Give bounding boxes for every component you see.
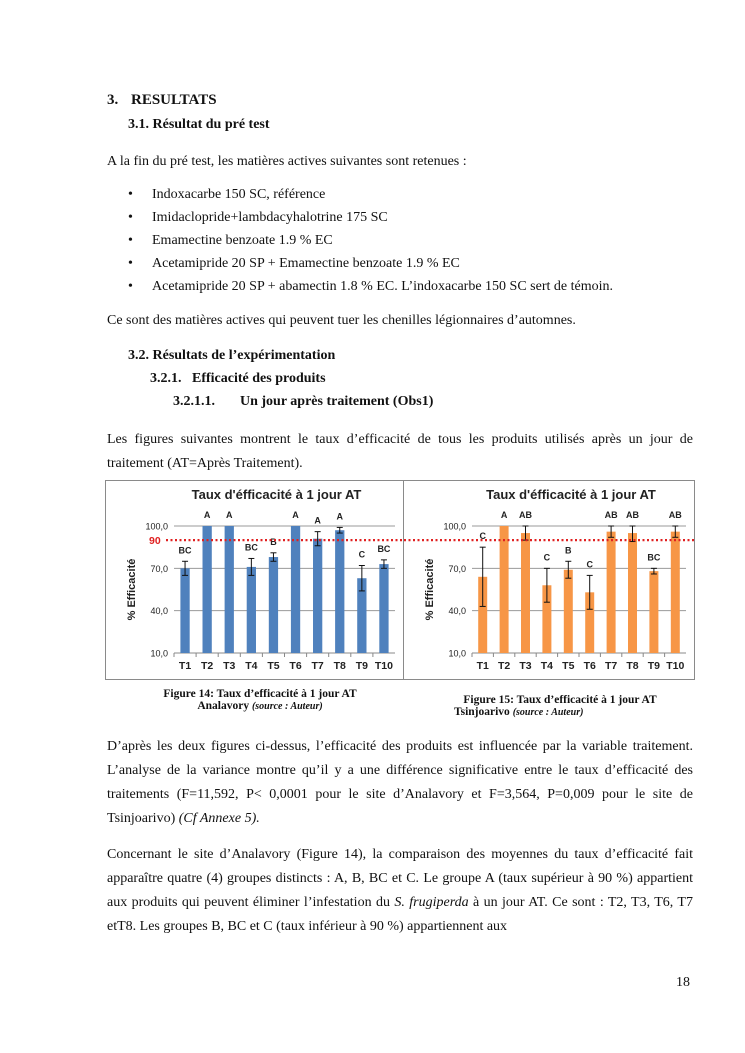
x-tick-label: T1 bbox=[476, 660, 489, 672]
x-tick-label: T10 bbox=[666, 660, 685, 672]
x-tick-label: T6 bbox=[583, 660, 596, 672]
bar-t10 bbox=[671, 532, 680, 653]
bar-t3 bbox=[225, 526, 234, 653]
group-letter: C bbox=[358, 549, 366, 560]
intro-paragraph: A la fin du pré test, les matières actives suivantes sont retenues : bbox=[107, 154, 467, 169]
x-tick-label: T3 bbox=[223, 660, 236, 672]
x-tick-label: T4 bbox=[540, 660, 554, 672]
list-item: • Acetamipride 20 SP + abamectin 1.8 % EC. L’indoxacarbe 150 SC sert de témoin. bbox=[128, 279, 613, 294]
y-tick-label: 70,0 bbox=[150, 563, 168, 574]
x-tick-label: T7 bbox=[604, 660, 618, 672]
group-letter: BC bbox=[647, 552, 661, 563]
x-tick-label: T4 bbox=[245, 660, 258, 672]
x-tick-label: T8 bbox=[333, 660, 346, 672]
groups-paragraph: Concernant le site d’Analavory (Figure 14), la comparaison des moyennes du taux d’efficacité fait apparaître quatre (4) groupes distincts : A, B, BC et C. Le groupe A (taux supérieur à 90 %) appartient aux produits qui peuvent éliminer l’infestation du S. frugiperda à un jour AT. Ce sont : T2, T3, T6, T7 etT8. Les groupes B, BC et C (taux inférieur à 90 %) appartiennent aux bbox=[107, 847, 693, 934]
x-tick-label: T8 bbox=[626, 660, 639, 672]
subsection-heading-3-1: 3.1. Résultat du pré test bbox=[128, 117, 270, 132]
group-letter: AB bbox=[626, 510, 639, 520]
y-tick-label: 10,0 bbox=[150, 648, 168, 659]
y-axis-label: % Efficacité bbox=[424, 558, 436, 621]
group-letter: A bbox=[226, 510, 233, 520]
group-letter: A bbox=[292, 510, 299, 520]
after-list-paragraph: Ce sont des matières actives qui peuvent tuer les chenilles légionnaires d’automnes. bbox=[107, 313, 576, 328]
y-tick-label: 100,0 bbox=[443, 521, 466, 532]
bar-t10 bbox=[379, 564, 388, 653]
bar-t2 bbox=[500, 526, 509, 653]
page-number: 18 bbox=[676, 975, 690, 990]
group-letter: A bbox=[314, 515, 321, 526]
bar-t8 bbox=[628, 533, 637, 653]
list-item: • Acetamipride 20 SP + Emamectine benzoate 1.9 % EC bbox=[128, 256, 460, 271]
group-letter: BC bbox=[377, 543, 391, 554]
group-letter: C bbox=[543, 552, 551, 563]
bar-t2 bbox=[203, 526, 212, 653]
x-tick-label: T9 bbox=[647, 660, 661, 672]
bar-t6 bbox=[291, 526, 300, 653]
x-tick-label: T10 bbox=[374, 660, 393, 672]
group-letter: B bbox=[270, 536, 277, 547]
group-letter: C bbox=[586, 559, 593, 570]
group-letter: BC bbox=[244, 542, 258, 553]
bar-t5 bbox=[564, 570, 573, 653]
group-letter: AB bbox=[668, 510, 682, 520]
section-heading: 3. RESULTATS bbox=[107, 92, 217, 108]
threshold-label: 90 bbox=[149, 535, 161, 548]
group-letter: A bbox=[203, 510, 211, 520]
subsection-heading-3-2-1: 3.2.1. Efficacité des produits bbox=[150, 371, 326, 386]
list-item: • Emamectine benzoate 1.9 % EC bbox=[128, 233, 333, 248]
subsection-heading-3-2: 3.2. Résultats de l’expérimentation bbox=[128, 348, 336, 363]
x-tick-label: T5 bbox=[562, 660, 575, 672]
x-tick-label: T3 bbox=[519, 660, 532, 672]
group-letter: B bbox=[565, 545, 572, 556]
x-tick-label: T2 bbox=[497, 660, 511, 672]
y-axis-label: % Efficacité bbox=[126, 558, 138, 621]
y-tick-label: 40,0 bbox=[448, 606, 466, 617]
x-tick-label: T1 bbox=[178, 660, 192, 672]
bar-t4 bbox=[247, 567, 256, 653]
chart-title: Taux d'éfficacité à 1 jour AT bbox=[191, 487, 362, 502]
anova-paragraph: D’après les deux figures ci-dessus, l’efficacité des produits est influencée par la variable traitement. L’analyse de la variance montre qu’il y a une différence significative entre le taux d’efficacité des traitements (F=11,592, P< 0,0001 pour le site d’Analavory et F=3,564, P=0,009 pour le site de Tsinjoarivo) (Cf Annexe 5). bbox=[107, 739, 693, 826]
x-tick-label: T9 bbox=[355, 660, 368, 672]
group-letter: A bbox=[500, 510, 508, 520]
figure-14-caption: Figure 14: Taux d’efficacité à 1 jour AT Analavory (source : Auteur) bbox=[163, 688, 357, 712]
y-tick-label: 40,0 bbox=[150, 606, 168, 617]
group-letter: C bbox=[479, 531, 486, 542]
group-letter: BC bbox=[178, 545, 192, 556]
group-letter: A bbox=[336, 511, 343, 522]
chart-tsinjoarivo bbox=[404, 481, 694, 679]
bar-t8 bbox=[335, 530, 344, 653]
bar-t7 bbox=[313, 539, 322, 653]
figure-charts-box bbox=[105, 480, 695, 680]
y-tick-label: 70,0 bbox=[448, 563, 466, 574]
x-tick-label: T5 bbox=[267, 660, 280, 672]
group-letter: AB bbox=[519, 510, 532, 520]
list-item: • Imidaclopride+lambdacyhalotrine 175 SC bbox=[128, 210, 388, 225]
chart-analavory bbox=[106, 481, 403, 679]
list-item: • Indoxacarbe 150 SC, référence bbox=[128, 187, 326, 202]
bar-t7 bbox=[607, 532, 616, 653]
figures-intro-paragraph: Les figures suivantes montrent le taux d’efficacité de tous les produits utilisés après un jour de traitement (AT=Après Traitement). bbox=[107, 432, 693, 471]
bar-t3 bbox=[521, 533, 530, 653]
chart-title: Taux d'éfficacité à 1 jour AT bbox=[486, 487, 656, 502]
x-tick-label: T2 bbox=[201, 660, 214, 672]
group-letter: AB bbox=[604, 510, 618, 520]
y-tick-label: 100,0 bbox=[145, 521, 168, 532]
figure-15-caption: Figure 15: Taux d’efficacité à 1 jour AT Tsinjoarivo (source : Auteur) bbox=[454, 694, 657, 718]
x-tick-label: T6 bbox=[289, 660, 302, 672]
y-tick-label: 10,0 bbox=[448, 648, 466, 659]
bar-t9 bbox=[649, 571, 658, 653]
bar-t1 bbox=[180, 568, 189, 653]
bar-t5 bbox=[269, 557, 278, 653]
x-tick-label: T7 bbox=[311, 660, 324, 672]
subsection-heading-3-2-1-1: 3.2.1.1. Un jour après traitement (Obs1) bbox=[173, 394, 434, 409]
